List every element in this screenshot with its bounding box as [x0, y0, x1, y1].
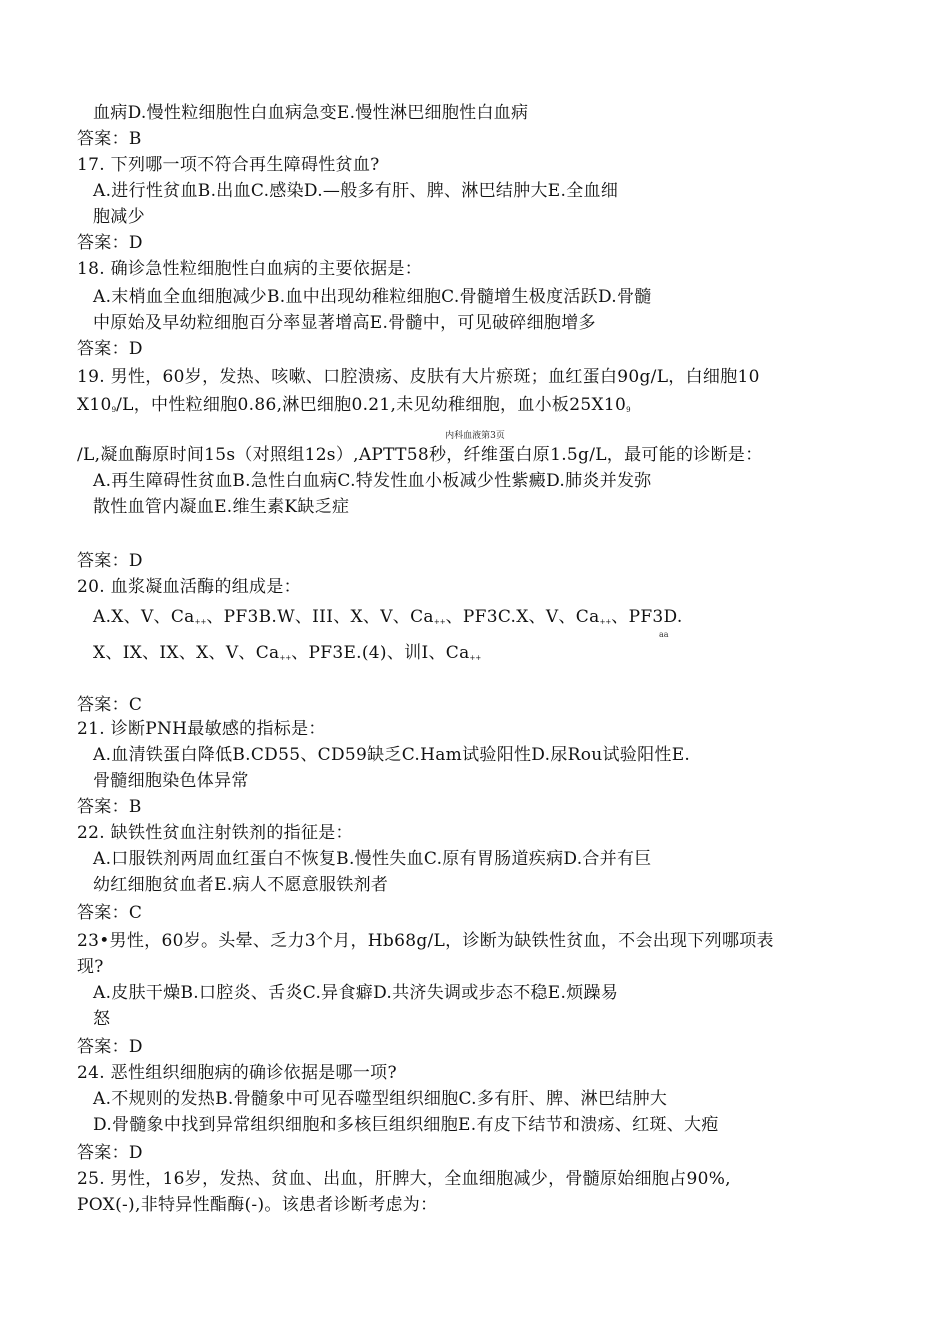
question-22-options: A.口服铁剂两周血红蛋白不恢复B.慢性失血C.原有胃肠道疾病D.合并有巨	[93, 849, 652, 869]
answer-20: 答案：C	[77, 695, 143, 715]
q20-sup-c: ++	[599, 618, 612, 626]
q19-sub-a: 9	[111, 406, 117, 414]
question-21-options-cont: 骨髓细胞染色体异常	[93, 771, 249, 791]
q20-text-e: X、IX、IX、X、V、Ca	[93, 643, 280, 663]
question-19-line3: /L,凝血酶原时间15s（对照组12s）,APTT58秒，纤维蛋白原1.5g/L，最可能的诊断是：	[77, 445, 763, 465]
question-19-options: A.再生障碍性贫血B.急性白血病C.特发性血小板减少性紫癜D.肺炎并发弥	[93, 471, 652, 491]
answer-16: 答案：B	[77, 129, 142, 149]
answer-19: 答案：D	[77, 551, 143, 571]
q20-sup-a: ++	[194, 618, 207, 626]
question-21-options: A.血清铁蛋白降低B.CD55、CD59缺乏C.Ham试验阳性D.尿Rou试验阳性E.	[93, 745, 691, 765]
question-22: 22. 缺铁性贫血注射铁剂的指征是：	[77, 823, 353, 843]
question-20-options	[93, 604, 683, 635]
question-23-line2: 现?	[77, 957, 104, 977]
question-17-options-cont: 胞减少	[93, 207, 145, 227]
question-24: 24. 恶性组织细胞病的确诊依据是哪一项?	[77, 1063, 397, 1083]
question-19-line2	[77, 392, 631, 423]
q20-sup-d: ++	[279, 654, 292, 662]
q20-text-d: 、PF3D.	[611, 607, 683, 627]
question-17: 17. 下列哪一项不符合再生障碍性贫血?	[77, 155, 380, 175]
q19-sub-b: 9	[626, 406, 631, 414]
question-24-options: A.不规则的发热B.骨髓象中可见吞噬型组织细胞C.多有肝、脾、淋巴结肿大	[93, 1089, 668, 1109]
question-20-options-cont	[93, 640, 481, 671]
question-19-options-cont: 散性血管内凝血E.维生素K缺乏症	[93, 497, 350, 517]
q20-text-c: 、PF3C.X、V、Ca	[445, 607, 600, 627]
q19-text-b: /L，中性粒细胞0.86,淋巴细胞0.21,未见幼稚细胞，血小板25X10	[116, 395, 627, 415]
q20-text-b: 、PF3B.W、III、X、V、Ca	[206, 607, 434, 627]
question-18: 18. 确诊急性粒细胞性白血病的主要依据是：	[77, 259, 423, 279]
answer-22: 答案：C	[77, 903, 143, 923]
question-18-options-cont: 中原始及早幼粒细胞百分率显著增高E.骨髓中，可见破碎细胞增多	[93, 313, 596, 333]
answer-23: 答案：D	[77, 1037, 143, 1057]
answer-17: 答案：D	[77, 233, 143, 253]
question-17-options: A.进行性贫血B.出血C.感染D.—般多有肝、脾、淋巴结肿大E.全血细	[93, 181, 619, 201]
question-21: 21. 诊断PNH最敏感的指标是：	[77, 719, 326, 739]
question-25: 25. 男性，16岁，发热、贫血、出血，肝脾大，全血细胞减少，骨髓原始细胞占90%,	[77, 1169, 731, 1189]
answer-18: 答案：D	[77, 339, 143, 359]
option-line: 血病D.慢性粒细胞性白血病急变E.慢性淋巴细胞性白血病	[93, 103, 529, 123]
answer-21: 答案：B	[77, 797, 142, 817]
q20-text-f: 、PF3E.(4)、训I、Ca	[291, 643, 470, 663]
question-18-options: A.末梢血全血细胞减少B.血中出现幼稚粒细胞C.骨髓增生极度活跃D.骨髓	[93, 287, 652, 307]
q19-text-a: X10	[77, 395, 112, 415]
q20-sup-b: ++	[433, 618, 446, 626]
question-25-line2: POX(-),非特异性酯酶(-)。该患者诊断考虑为：	[77, 1195, 438, 1215]
stray-mark: aa	[659, 630, 669, 639]
question-23-options: A.皮肤干燥B.口腔炎、舌炎C.异食癖D.共济失调或步态不稳E.烦躁易	[93, 983, 619, 1003]
answer-24: 答案：D	[77, 1143, 143, 1163]
question-19: 19. 男性，60岁，发热、咳嗽、口腔溃疡、皮肤有大片瘀斑；血红蛋白90g/L，白细胞10	[77, 367, 760, 387]
question-24-options-cont: D.骨髓象中找到异常组织细胞和多核巨组织细胞E.有皮下结节和溃疡、红斑、大疱	[93, 1115, 719, 1135]
question-23: 23•男性，60岁。头晕、乏力3个月，Hb68g/L，诊断为缺铁性贫血，不会出现下列哪项表	[77, 931, 774, 951]
page-footer: 内科血液第3页	[445, 431, 505, 441]
question-23-options-cont: 怒	[93, 1009, 111, 1029]
q20-sup-e: ++	[469, 654, 482, 662]
question-20: 20. 血浆凝血活酶的组成是：	[77, 577, 301, 597]
q20-text-a: A.X、V、Ca	[93, 607, 195, 627]
question-22-options-cont: 幼红细胞贫血者E.病人不愿意服铁剂者	[93, 875, 389, 895]
